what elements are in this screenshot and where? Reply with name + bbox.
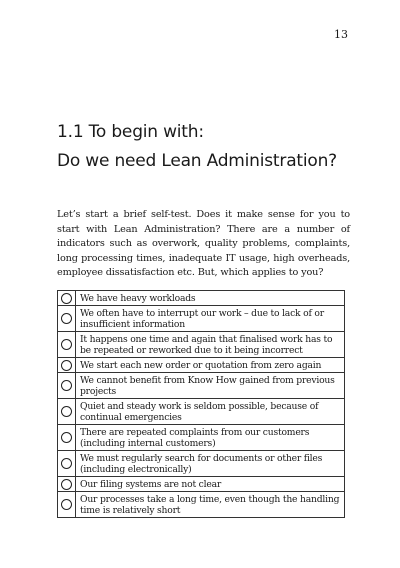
page-number: 13 — [334, 28, 348, 41]
checkbox-cell[interactable] — [58, 358, 76, 373]
checklist-item-text: We cannot benefit from Know How gained from previous projects — [76, 373, 345, 399]
checklist-item-text: We start each new order or quotation from zero again — [76, 358, 345, 373]
checklist-item-text: It happens one time and again that finalised work has to be repeated or reworked due to it being incorrect — [76, 332, 345, 358]
checkbox-circle-icon[interactable] — [61, 406, 72, 417]
checklist-item-text: Our processes take a long time, even though the handling time is relatively short — [76, 492, 345, 518]
checkbox-cell[interactable] — [58, 399, 76, 425]
checklist-row — [58, 477, 345, 492]
checkbox-cell[interactable] — [58, 477, 76, 492]
checkbox-circle-icon[interactable] — [61, 293, 72, 304]
checkbox-cell[interactable] — [58, 306, 76, 332]
checklist-item-text: We must regularly search for documents or other files (including electronically) — [76, 451, 345, 477]
checklist-item-text: There are repeated complaints from our customers (including internal customers) — [76, 425, 345, 451]
heading-line-1: 1.1 To begin with: — [57, 122, 204, 142]
checkbox-cell[interactable] — [58, 492, 76, 518]
checkbox-circle-icon[interactable] — [61, 458, 72, 469]
checklist-row — [58, 425, 345, 451]
checklist-item-text: We have heavy workloads — [76, 291, 345, 306]
checkbox-circle-icon[interactable] — [61, 313, 72, 324]
checkbox-cell[interactable] — [58, 425, 76, 451]
checklist-row — [58, 492, 345, 518]
heading-line-2: Do we need Lean Administration? — [57, 151, 337, 171]
checklist-item-text: We often have to interrupt our work – due to lack of or insufficient information — [76, 306, 345, 332]
checkbox-circle-icon[interactable] — [61, 499, 72, 510]
checkbox-circle-icon[interactable] — [61, 380, 72, 391]
checkbox-cell[interactable] — [58, 451, 76, 477]
checkbox-cell[interactable] — [58, 291, 76, 306]
checklist-row — [58, 291, 345, 306]
checkbox-circle-icon[interactable] — [61, 432, 72, 443]
section-heading — [57, 118, 357, 176]
self-test-checklist — [57, 290, 345, 518]
checklist-row — [58, 306, 345, 332]
checklist-row — [58, 332, 345, 358]
checklist-row — [58, 399, 345, 425]
checkbox-circle-icon[interactable] — [61, 339, 72, 350]
checklist-row — [58, 373, 345, 399]
checkbox-cell[interactable] — [58, 373, 76, 399]
checklist-item-text: Our filing systems are not clear — [76, 477, 345, 492]
checkbox-cell[interactable] — [58, 332, 76, 358]
checkbox-circle-icon[interactable] — [61, 360, 72, 371]
intro-paragraph: Let’s start a brief self-test. Does it make sense for you to start with Lean Administration? There are a number of indicators such as overwork, quality problems, complaints, long processing times, inadequate IT usage, high overheads, employee dissatisfaction etc. But, which applies to you? — [57, 209, 350, 279]
checklist-item-text: Quiet and steady work is seldom possible, because of continual emergencies — [76, 399, 345, 425]
checklist-row — [58, 451, 345, 477]
checkbox-circle-icon[interactable] — [61, 479, 72, 490]
checklist-row — [58, 358, 345, 373]
